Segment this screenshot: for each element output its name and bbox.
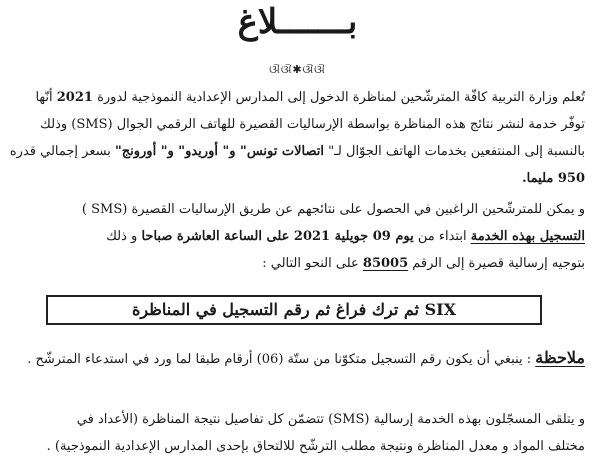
note-label: ملاحظة (535, 348, 585, 367)
paragraph3-line1: و يتلقى المسجّلون بهذه الخدمة إرسالية (SMS) تتضمّن كل تفاصيل نتيجة المناظرة (الأعداد في (76, 412, 585, 427)
sms-number: 85005 (362, 256, 409, 271)
registration-label: التسجيل بهذه الخدمة (470, 229, 585, 244)
paragraph-sms-content (8, 406, 585, 460)
ornament-divider: ଔଔ✱ଔଔ (269, 63, 326, 76)
start-date: يوم 09 جويلية 2021 على الساعة العاشرة صباحا (141, 229, 414, 244)
paragraph2-line1: و يمكن للمترشّحين الراغبين في الحصول على نتائجهم عن طريق الإرساليات القصيرة (SMS ) (81, 202, 585, 217)
session-year: 2021 (56, 90, 93, 105)
page-title: بـــــــلاغ (237, 2, 358, 42)
note (27, 346, 585, 372)
sms-format-box: SIX ثم ترك فراغ ثم رقم التسجيل في المناظرة (46, 295, 542, 325)
paragraph3-line2: مختلف المواد و معدل المناظرة ونتيجة مطلب الترشّح للالتحاق بإحدى المدارس الإعدادية النموذجية) . (46, 439, 585, 454)
service-price: 950 مليما. (522, 171, 585, 186)
operators-names: اتصالات تونس" و" أوريدو" و" أورونج" (114, 144, 325, 159)
paragraph2-line3: بتوجيه إرسالية قصيرة إلى الرقم 85005 على النحو التالي : (262, 256, 585, 271)
paragraph-results-service (8, 84, 585, 192)
paragraph1-line3: بالنسبة إلى المنتفعين بخدمات الهاتف الجوّال لـ" اتصالات تونس" و" أوريدو" و" أورونج" بسعر إجمالي قدره (9, 144, 585, 159)
paragraph1-line2: توفّر خدمة لنشر نتائج هذه المناظرة بواسطة الإرساليات القصيرة للهاتف الرقمي الجوال (SMS) وذلك (40, 117, 585, 132)
paragraph-registration (8, 196, 585, 277)
paragraph2-line2: التسجيل بهذه الخدمة ابتداء من يوم 09 جويلية 2021 على الساعة العاشرة صباحا و ذلك (106, 229, 585, 244)
note-text: : ينبغي أن يكون رقم التسجيل متكوّنا من ستّة (06) أرقام طبقا لما ورد في استدعاء المترشّح . (27, 352, 536, 367)
paragraph1-line1: تُعلم وزارة التربية كافّة المترشّحين لمناظرة الدخول إلى المدارس الإعدادية النموذجية لدورة 2021 أنّها (35, 90, 585, 105)
